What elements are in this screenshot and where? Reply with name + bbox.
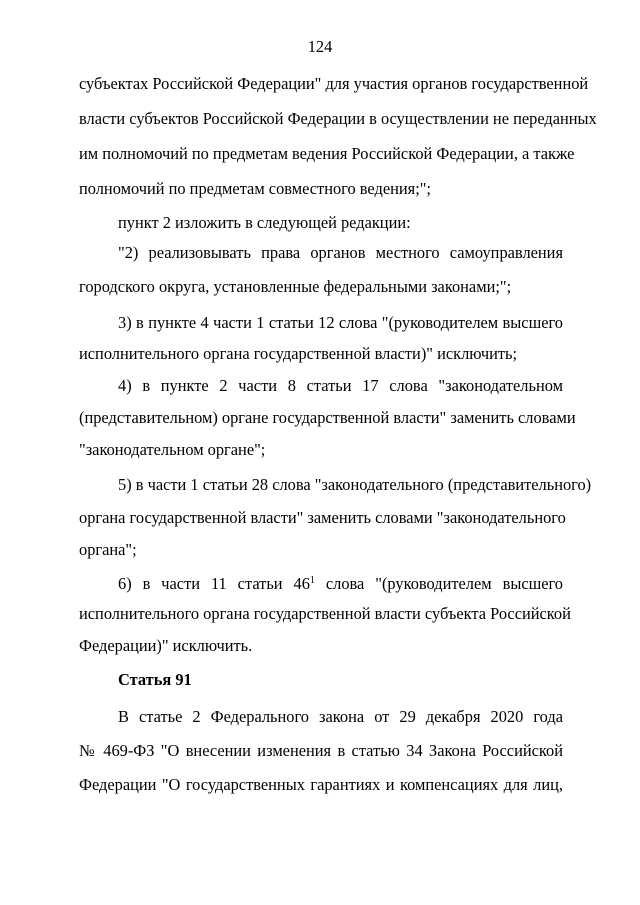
paragraph-line: органа государственной власти" заменить словами "законодательного — [79, 508, 566, 527]
paragraph-line: Федерации "О государственных гарантиях и компенсациях для лиц, — [79, 775, 563, 794]
paragraph-line: "2) реализовывать права органов местного самоуправления — [118, 243, 563, 262]
paragraph-line: (представительном) органе государственной власти" заменить словами — [79, 408, 576, 427]
paragraph-line: 3) в пункте 4 части 1 статьи 12 слова "(руководителем высшего — [118, 313, 563, 332]
paragraph-line: № 469-ФЗ "О внесении изменения в статью 34 Закона Российской — [79, 741, 563, 760]
paragraph-line: полномочий по предметам совместного ведения;"; — [79, 179, 431, 198]
paragraph-line — [118, 574, 563, 594]
paragraph-line: органа"; — [79, 540, 137, 559]
paragraph-line: им полномочий по предметам ведения Российской Федерации, а также — [79, 144, 575, 163]
paragraph-line: субъектах Российской Федерации" для участия органов государственной — [79, 74, 589, 93]
paragraph-line: "законодательном органе"; — [79, 440, 266, 459]
paragraph-line: городского округа, установленные федеральными законами;"; — [79, 277, 512, 296]
text-span: слова "(руководителем высшего — [314, 574, 564, 593]
paragraph-line: исполнительного органа государственной власти)" исключить; — [79, 344, 518, 363]
paragraph-line: В статье 2 Федерального закона от 29 декабря 2020 года — [118, 707, 563, 726]
paragraph-line: 5) в части 1 статьи 28 слова "законодательного (представительного) — [118, 475, 592, 494]
superscript: 1 — [309, 575, 315, 586]
paragraph-line: власти субъектов Российской Федерации в осуществлении не переданных — [79, 109, 597, 128]
article-heading: Статья 91 — [118, 670, 192, 689]
paragraph-line: пункт 2 изложить в следующей редакции: — [118, 213, 411, 232]
page-number: 124 — [307, 37, 333, 56]
paragraph-line: исполнительного органа государственной власти субъекта Российской — [79, 604, 571, 623]
text-span: 6) в части 11 статьи 46 — [118, 574, 310, 593]
paragraph-line: 4) в пункте 2 части 8 статьи 17 слова "законодательном — [118, 376, 563, 395]
paragraph-line: Федерации)" исключить. — [79, 636, 253, 655]
